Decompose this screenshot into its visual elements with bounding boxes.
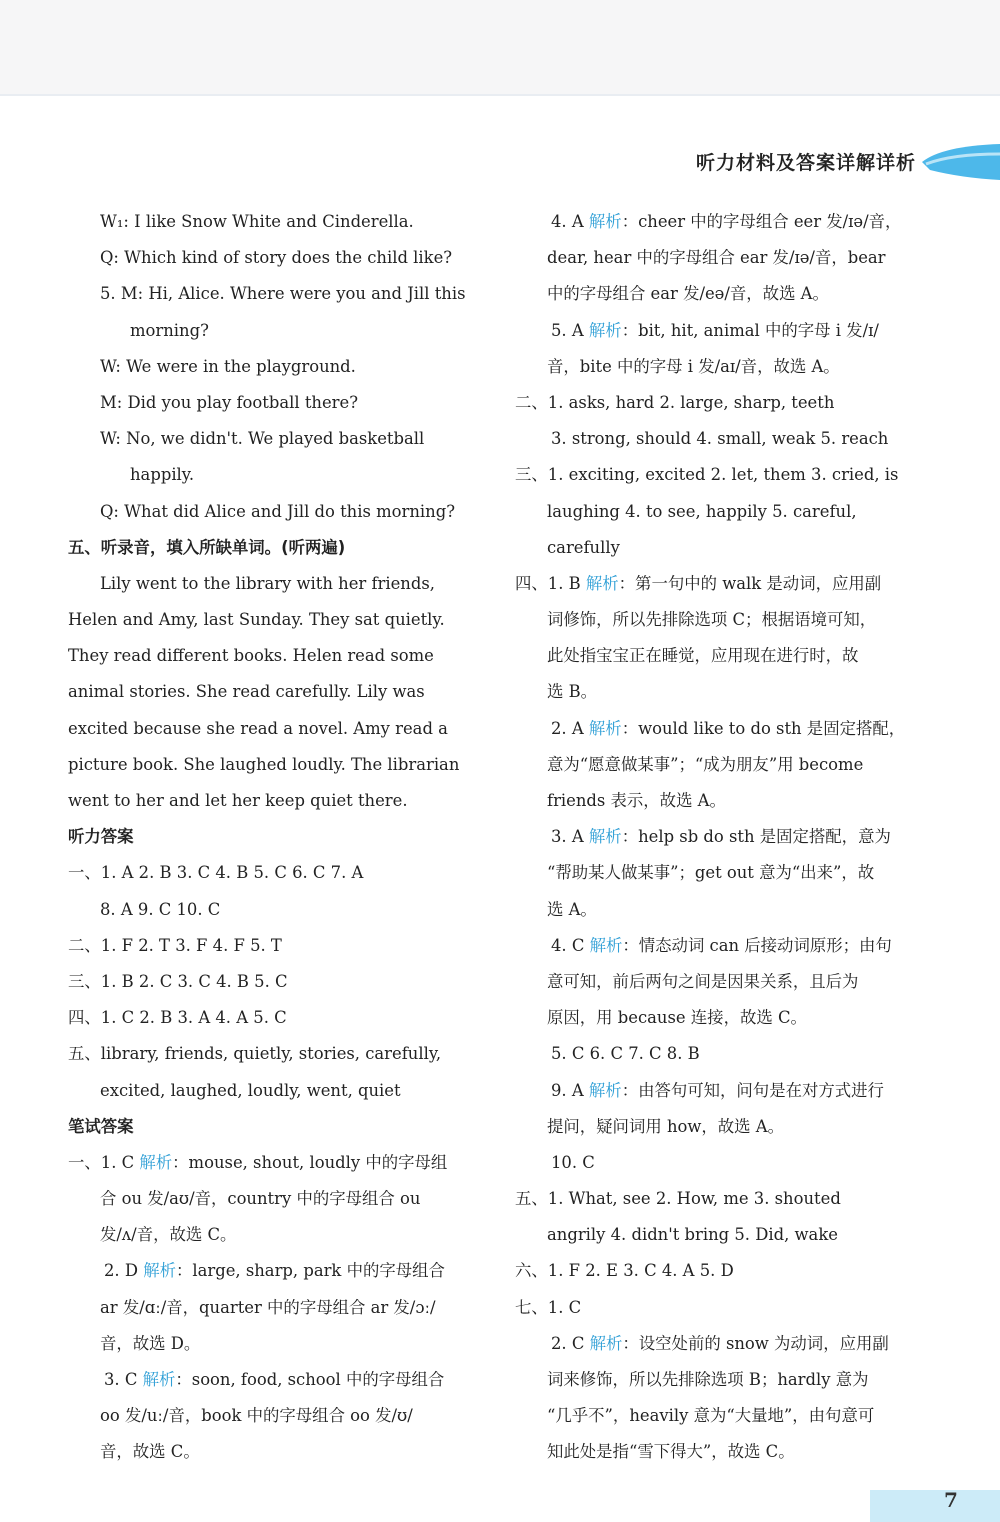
answer-line: 4. A 解析：cheer 中的字母组合 eer 发/ɪə/音，	[551, 212, 902, 231]
text-line: Q: Which kind of story does the child like?	[100, 248, 453, 268]
answer-line: 一、1. C 解析：mouse, shout, loudly 中的字母组	[68, 1152, 448, 1172]
analysis-label: 解析	[588, 1080, 622, 1100]
answer-line: 5. A 解析：bit, hit, animal 中的字母 i 发/ɪ/	[551, 320, 879, 340]
left-column	[68, 204, 478, 1471]
top-band	[0, 0, 1000, 96]
passage-line: went to her and let her keep quiet there.	[68, 791, 408, 810]
page-number: 7	[944, 1488, 958, 1512]
answer-line: 六、1. F 2. E 3. C 4. A 5. D	[515, 1261, 734, 1281]
answer-line: 七、1. C	[515, 1297, 582, 1317]
answer-line: dear, hear 中的字母组合 ear 发/ɪə/音，bear	[547, 248, 886, 268]
text-line: M: Did you play football there?	[100, 392, 358, 412]
answer-line: 2. A 解析：would like to do sth 是固定搭配，	[551, 718, 906, 738]
answer-line: 音，bite 中的字母 i 发/aɪ/音，故选 A。	[547, 356, 840, 376]
passage-line: animal stories. She read carefully. Lily was	[68, 682, 425, 702]
answer-line: 二、1. F 2. T 3. F 4. F 5. T	[68, 935, 282, 955]
analysis-label: 解析	[139, 1152, 173, 1172]
analysis-label: 解析	[588, 827, 622, 847]
answer-line: excited, laughed, loudly, went, quiet	[100, 1080, 401, 1100]
answer-line: laughing 4. to see, happily 5. careful,	[547, 501, 857, 521]
answer-line: 音，故选 D。	[100, 1333, 201, 1353]
answer-line: “帮助某人做某事”；get out 意为“出来”，故	[547, 863, 875, 883]
answer-line: 提问，疑问词用 how，故选 A。	[547, 1116, 785, 1136]
answer-line: 3. A 解析：help sb do sth 是固定搭配，意为	[551, 827, 891, 847]
analysis-label: 解析	[589, 1333, 623, 1353]
analysis-label: 解析	[142, 1370, 176, 1389]
passage-line: picture book. She laughed loudly. The librarian	[68, 754, 460, 774]
analysis-label: 解析	[588, 718, 622, 738]
answer-line: oo 发/uː/音，book 中的字母组合 oo 发/ʊ/	[100, 1406, 413, 1426]
text-line: W: We were in the playground.	[100, 356, 356, 376]
answer-line: 4. C 解析：情态动词 can 后接动词原形；由句	[551, 935, 892, 955]
passage-line: Lily went to the library with her friends,	[100, 573, 435, 593]
answer-line: 10. C	[551, 1152, 595, 1172]
answer-line: 二、1. asks, hard 2. large, sharp, teeth	[515, 392, 835, 412]
answer-line: 合 ou 发/aʊ/音，country 中的字母组合 ou	[100, 1189, 421, 1209]
answer-line: 选 A。	[547, 899, 597, 919]
answer-line: 原因，用 because 连接，故选 C。	[547, 1008, 807, 1028]
right-column	[515, 204, 957, 1471]
section-heading-listening-answers: 听力答案	[68, 827, 134, 847]
text-line: W: No, we didn't. We played basketball	[100, 429, 425, 449]
answer-line: “几乎不”，heavily 意为“大量地”，由句意可	[547, 1406, 875, 1426]
answer-line: angrily 4. didn't bring 5. Did, wake	[547, 1225, 838, 1245]
answer-line: 意为“愿意做某事”；“成为朋友”用 become	[547, 754, 864, 774]
answer-line: friends 表示，故选 A。	[547, 791, 726, 810]
answer-line: 一、1. A 2. B 3. C 4. B 5. C 6. C 7. A	[68, 863, 364, 883]
answer-line: ar 发/ɑː/音，quarter 中的字母组合 ar 发/ɔː/	[100, 1297, 436, 1317]
answer-line: 发/ʌ/音，故选 C。	[100, 1225, 237, 1245]
answer-line: carefully	[547, 537, 620, 557]
answer-line: 三、1. B 2. C 3. C 4. B 5. C	[68, 971, 288, 991]
top-divider	[0, 94, 1000, 96]
answer-line: 9. A 解析：由答句可知，问句是在对方式进行	[551, 1080, 884, 1100]
analysis-label: 解析	[585, 573, 619, 593]
answer-line: 五、1. What, see 2. How, me 3. shouted	[515, 1189, 841, 1209]
passage-line: excited because she read a novel. Amy read a	[68, 718, 448, 738]
passage-line: Helen and Amy, last Sunday. They sat quietly.	[68, 610, 445, 630]
passage-line: They read different books. Helen read some	[68, 646, 434, 666]
text-line: Q: What did Alice and Jill do this morning?	[100, 501, 455, 521]
section-heading: 五、听录音，填入所缺单词。(听两遍)	[68, 537, 346, 557]
answer-line: 此处指宝宝正在睡觉，应用现在进行时，故	[547, 646, 859, 666]
section-heading-written-answers: 笔试答案	[68, 1116, 134, 1136]
answer-line: 知此处是指“雪下得大”，故选 C。	[547, 1442, 795, 1462]
corner-decoration	[870, 1490, 1000, 1522]
answer-line: 音，故选 C。	[100, 1442, 200, 1462]
answer-line: 2. D 解析：large, sharp, park 中的字母组合	[104, 1261, 445, 1281]
header-brush-decoration	[922, 140, 1000, 182]
text-line: happily.	[130, 465, 195, 485]
text-line: W₁: I like Snow White and Cinderella.	[100, 212, 414, 231]
page-header-title: 听力材料及答案详解详析	[695, 152, 916, 174]
answer-line: 5. C 6. C 7. C 8. B	[551, 1044, 700, 1064]
answer-line: 2. C 解析：设空处前的 snow 为动词，应用副	[551, 1333, 889, 1353]
answer-line: 意可知，前后两句之间是因果关系，且后为	[547, 971, 859, 991]
answer-line: 词修饰，所以先排除选项 C；根据语境可知，	[547, 610, 877, 630]
answer-line: 选 B。	[547, 682, 598, 702]
answer-line: 3. C 解析：soon, food, school 中的字母组合	[104, 1370, 445, 1389]
analysis-label: 解析	[588, 212, 622, 231]
answer-line: 五、library, friends, quietly, stories, carefully,	[68, 1044, 442, 1064]
text-line: morning?	[130, 320, 209, 340]
analysis-label: 解析	[588, 320, 622, 340]
answer-line: 8. A 9. C 10. C	[100, 899, 221, 919]
answer-line: 词来修饰，所以先排除选项 B；hardly 意为	[547, 1370, 869, 1389]
text-line: 5. M: Hi, Alice. Where were you and Jill this	[100, 284, 466, 304]
answer-line: 四、1. B 解析：第一句中的 walk 是动词，应用副	[515, 573, 882, 593]
analysis-label: 解析	[143, 1261, 176, 1281]
answer-line: 三、1. exciting, excited 2. let, them 3. cried, is	[515, 465, 899, 485]
answer-line: 中的字母组合 ear 发/eə/音，故选 A。	[547, 284, 829, 304]
answer-line: 3. strong, should 4. small, weak 5. reach	[551, 429, 889, 449]
analysis-label: 解析	[589, 935, 623, 955]
answer-line: 四、1. C 2. B 3. A 4. A 5. C	[68, 1008, 287, 1028]
